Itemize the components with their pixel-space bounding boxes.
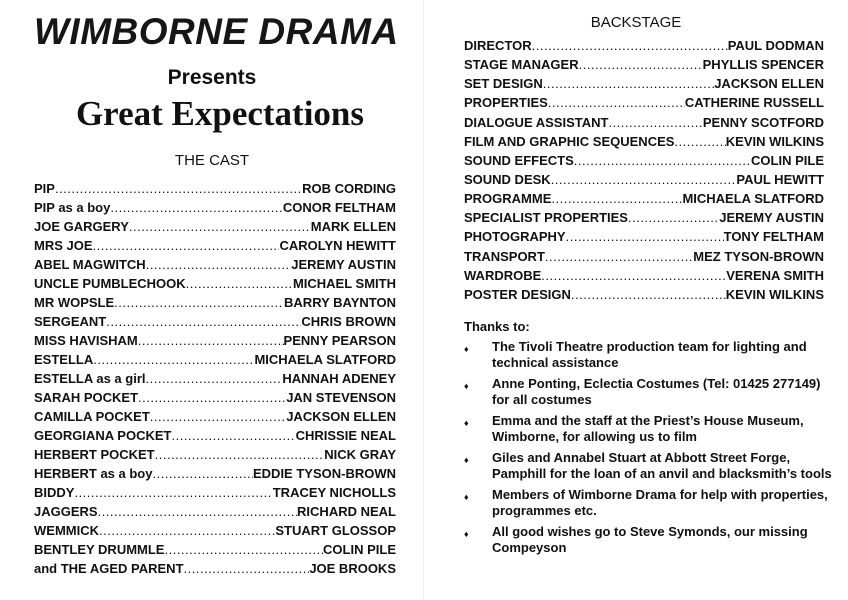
dot-leader [674,132,725,151]
cast-role: MISS HAVISHAM [34,333,138,348]
cast-actor: CHRISSIE NEAL [295,428,396,443]
dot-leader [138,388,286,407]
cast-role: JAGGERS [34,504,98,519]
thanks-text: Giles and Annabel Stuart at Abbott Street Forge, Pamphill for the loan of an anvil and blacksmith’s tools [492,450,832,481]
backstage-row [464,189,824,208]
backstage-row [464,55,824,74]
cast-role: MR WOPSLE [34,295,115,310]
dot-leader [155,445,325,464]
backstage-name: MICHAELA SLATFORD [682,191,824,207]
cast-heading: THE CAST [174,152,250,169]
backstage-name: PAUL HEWITT [736,171,824,187]
dot-leader [55,179,302,198]
thanks-item [464,450,832,482]
dot-leader [566,227,724,246]
backstage-role: PHOTOGRAPHY [464,229,566,245]
cast-role: ABEL MAGWITCH [34,257,146,272]
backstage-name: COLIN PILE [751,152,824,168]
cast-role: BIDDY [34,485,75,500]
backstage-role: SPECIALIST PROPERTIES [464,210,628,226]
backstage-row [464,151,824,170]
cast-role: HERBERT as a boy [34,466,153,481]
thanks-item [464,487,832,519]
diamond-bullet-icon: ♦ [464,344,469,354]
dot-leader [532,36,728,55]
diamond-bullet-icon: ♦ [464,455,469,465]
cast-row [34,369,396,388]
dot-leader [184,559,310,578]
cast-role: ESTELLA [34,352,94,367]
backstage-role: TRANSPORT [464,248,545,264]
backstage-name: TONY FELTHAM [723,229,824,245]
backstage-role: SOUND DESK [464,171,551,187]
dot-leader [99,521,275,540]
backstage-role: DIRECTOR [464,38,532,53]
cast-row [34,331,396,350]
cast-actor: RICHARD NEAL [297,504,396,519]
backstage-heading: BACKSTAGE [590,14,682,31]
dot-leader [551,189,682,208]
diamond-bullet-icon: ♦ [464,492,469,502]
cast-actor: EDDIE TYSON-BROWN [253,466,396,481]
cast-row [34,464,396,483]
dot-leader [571,285,726,304]
dot-leader [608,113,702,132]
backstage-role: FILM AND GRAPHIC SEQUENCES [464,133,675,149]
cast-role: PIP as a boy [34,200,111,215]
dot-leader [541,266,726,285]
cast-role: JOE GARGERY [34,219,129,234]
dot-leader [574,151,751,170]
backstage-name: PAUL DODMAN [727,38,824,53]
cast-row [34,502,396,521]
presents-label: Presents [167,66,257,89]
cast-actor: JOE BROOKS [309,561,396,576]
cast-row [34,293,396,312]
backstage-name: PENNY SCOTFORD [702,114,824,130]
dot-leader [106,312,301,331]
cast-row [34,426,396,445]
backstage-role: POSTER DESIGN [464,286,571,302]
cast-role: and THE AGED PARENT [34,561,184,576]
cast-list [34,179,396,578]
backstage-row [464,285,824,304]
dot-leader [186,274,293,293]
dot-leader [543,74,714,93]
cast-role: PIP [34,181,55,196]
cast-actor: COLIN PILE [323,542,396,557]
cast-actor: CAROLYN HEWITT [279,238,396,253]
dot-leader [138,331,284,350]
cast-actor: NICK GRAY [324,447,396,462]
backstage-name: CATHERINE RUSSELL [684,95,824,111]
thanks-item [464,413,832,445]
cast-role: WEMMICK [34,523,99,538]
backstage-role: SET DESIGN [464,76,543,92]
cast-row [34,198,396,217]
cast-role: SARAH POCKET [34,390,139,405]
dot-leader [93,350,254,369]
cast-actor: TRACEY NICHOLLS [272,485,396,500]
cast-actor: HANNAH ADENEY [282,371,396,386]
backstage-row [464,266,824,285]
cast-actor: MARK ELLEN [310,219,396,234]
cast-row [34,255,396,274]
dot-leader [150,407,286,426]
cast-row [34,350,396,369]
thanks-text: Anne Ponting, Eclectia Costumes (Tel: 01425 277149) for all costumes [492,376,821,407]
cast-role: SERGEANT [34,314,107,329]
cast-row [34,483,396,502]
diamond-bullet-icon: ♦ [464,529,469,539]
backstage-name: JEREMY AUSTIN [719,210,824,226]
dot-leader [93,236,280,255]
cast-actor: ROB CORDING [302,181,396,196]
cast-actor: JACKSON ELLEN [286,409,396,424]
cast-role: BENTLEY DRUMMLE [34,542,165,557]
backstage-role: STAGE MANAGER [464,57,579,73]
thanks-list [464,339,832,561]
dot-leader [628,208,719,227]
cast-row [34,312,396,331]
backstage-row [464,170,824,189]
backstage-row [464,36,824,55]
dot-leader [98,502,297,521]
backstage-name: JACKSON ELLEN [714,76,824,92]
dot-leader [146,369,283,388]
diamond-bullet-icon: ♦ [464,418,469,428]
backstage-name: PHYLLIS SPENCER [702,57,824,73]
cast-row [34,559,396,578]
backstage-row [464,208,824,227]
dot-leader [152,464,253,483]
cast-role: UNCLE PUMBLECHOOK [34,276,186,291]
dot-leader [114,293,284,312]
backstage-row [464,74,824,93]
cast-row [34,388,396,407]
cast-actor: BARRY BAYNTON [284,295,396,310]
thanks-item [464,524,832,556]
cast-actor: STUART GLOSSOP [275,523,396,538]
backstage-list [464,36,824,304]
play-title: Great Expectations [75,94,365,133]
cast-row [34,274,396,293]
dot-leader [74,483,272,502]
cast-role: MRS JOE [34,238,93,253]
cast-actor: CHRIS BROWN [301,314,396,329]
dot-leader [545,247,693,266]
cast-role: ESTELLA as a girl [34,371,146,386]
backstage-role: WARDROBE [464,267,542,283]
backstage-role: DIALOGUE ASSISTANT [464,114,609,130]
cast-row [34,179,396,198]
company-logo: WIMBORNE DRAMA [34,11,399,52]
cast-actor: PENNY PEARSON [283,333,396,348]
dot-leader [579,55,703,74]
dot-leader [551,170,737,189]
backstage-row [464,93,824,112]
right-page [424,0,848,600]
dot-leader [164,540,323,559]
thanks-text: The Tivoli Theatre production team for lighting and technical assistance [492,339,807,370]
thanks-item [464,339,832,371]
thanks-item [464,376,832,408]
thanks-text: Members of Wimborne Drama for help with properties, programmes etc. [492,487,828,518]
cast-role: CAMILLA POCKET [34,409,150,424]
backstage-name: KEVIN WILKINS [725,133,824,149]
cast-row [34,540,396,559]
dot-leader [110,198,283,217]
cast-actor: JEREMY AUSTIN [291,257,396,272]
cast-actor: MICHAELA SLATFORD [254,352,396,367]
cast-row [34,407,396,426]
cast-row [34,217,396,236]
cast-row [34,236,396,255]
thanks-text: Emma and the staff at the Priest’s House Museum, Wimborne, for allowing us to film [492,413,804,444]
dot-leader [129,217,311,236]
cast-role: HERBERT POCKET [34,447,155,462]
cast-actor: JAN STEVENSON [286,390,396,405]
backstage-row [464,247,824,266]
cast-role: GEORGIANA POCKET [34,428,172,443]
cast-row [34,521,396,540]
backstage-row [464,132,824,151]
diamond-bullet-icon: ♦ [464,381,469,391]
cast-row [34,445,396,464]
backstage-role: SOUND EFFECTS [464,152,574,168]
backstage-name: KEVIN WILKINS [725,286,824,302]
backstage-role: PROGRAMME [464,191,552,207]
cast-actor: CONOR FELTHAM [282,200,396,215]
backstage-name: VERENA SMITH [726,267,824,283]
dot-leader [548,93,685,112]
dot-leader [171,426,295,445]
backstage-name: MEZ TYSON-BROWN [693,248,824,264]
backstage-row [464,113,824,132]
backstage-row [464,227,824,246]
thanks-text: All good wishes go to Steve Symonds, our missing Compeyson [492,524,808,555]
backstage-role: PROPERTIES [464,95,548,111]
cast-actor: MICHAEL SMITH [292,276,396,291]
thanks-label: Thanks to: [464,319,530,334]
dot-leader [146,255,292,274]
